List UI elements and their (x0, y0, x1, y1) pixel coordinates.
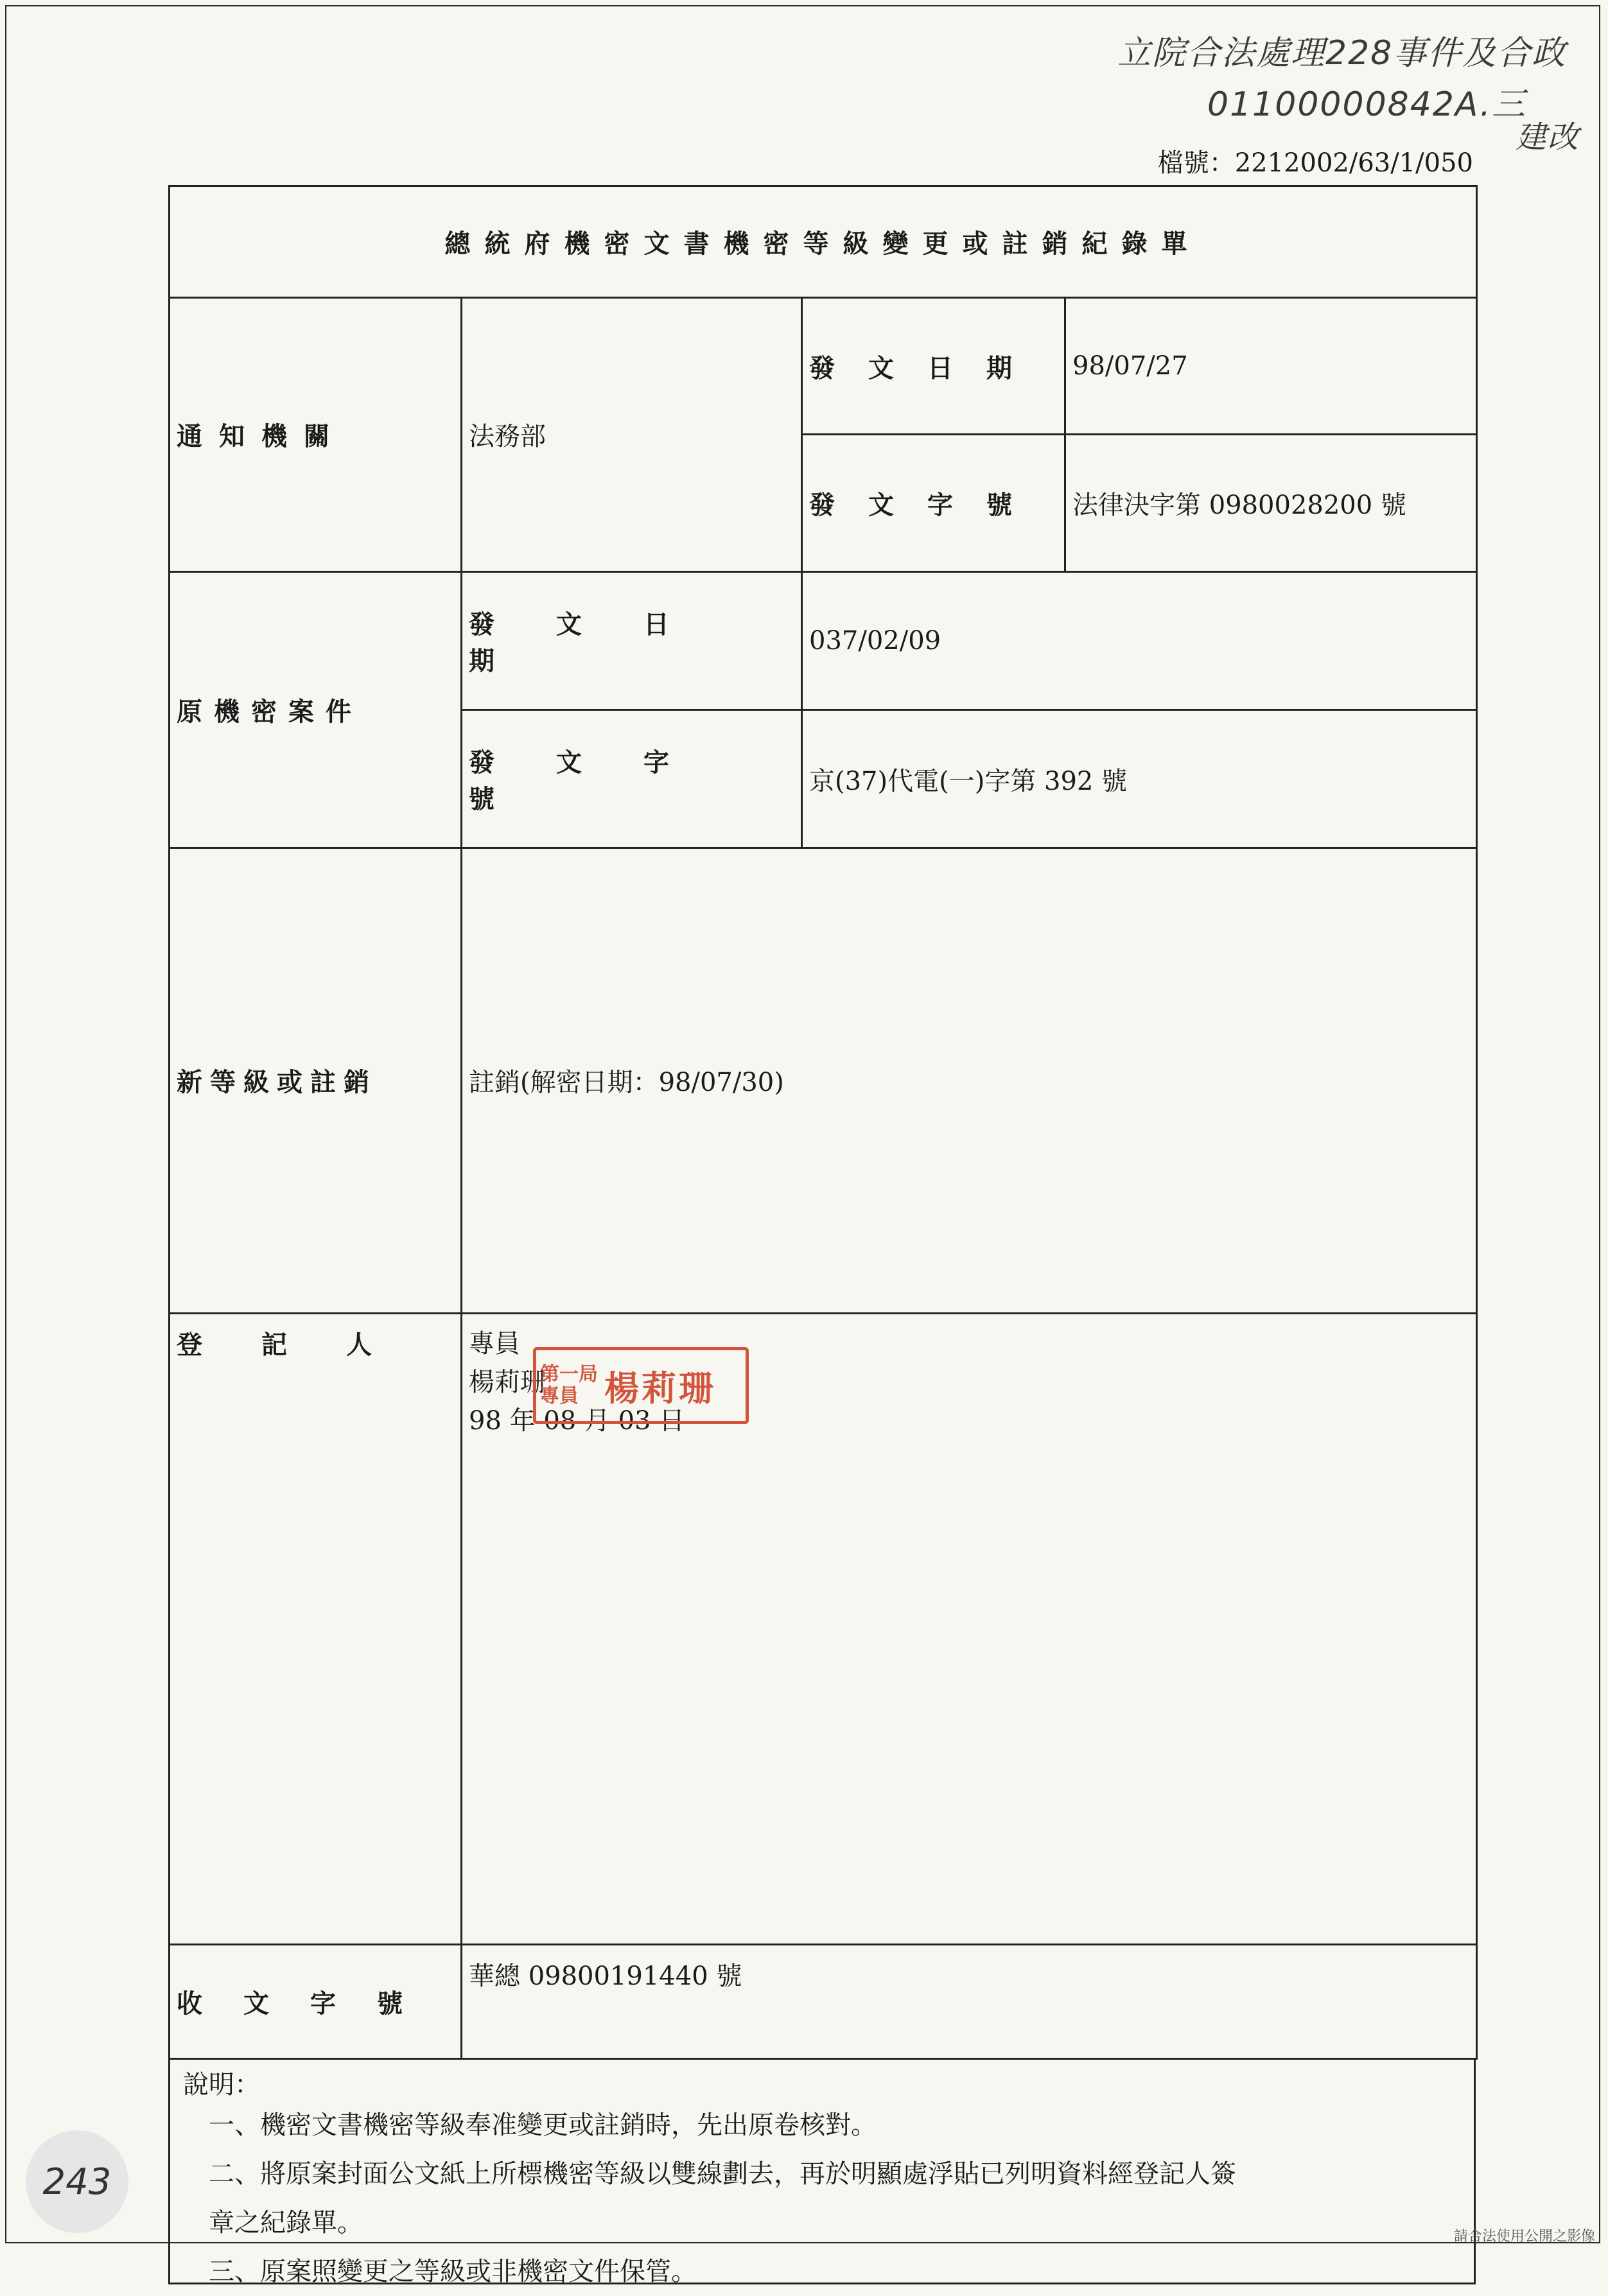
original-case-label: 原機密案件 (170, 572, 462, 848)
notifying-agency-label: 通知機關 (170, 297, 462, 571)
notify-date-value: 98/07/27 (1065, 297, 1477, 435)
orig-docno-value: 京(37)代電(一)字第 392 號 (802, 710, 1477, 848)
orig-date-value: 037/02/09 (802, 572, 1477, 710)
handwritten-note-line1: 立院合法處理228事件及合政 (1117, 34, 1567, 73)
registrar-seal-stamp (533, 1347, 749, 1424)
file-number: 檔號：2212002/63/1/050 (1157, 148, 1473, 178)
notify-docno-label: 發文字號 (802, 435, 1065, 572)
orig-date-label: 發文日期 (462, 572, 802, 710)
registrar-name: 楊莉珊 (469, 1367, 546, 1397)
footer-notice: 請合法使用公開之影像 (1453, 2229, 1595, 2245)
notifying-agency-value: 法務部 (462, 297, 802, 571)
notify-date-label: 發文日期 (802, 297, 1065, 435)
record-form-table (168, 185, 1478, 2060)
note-item-3: 三、原案照變更之等級或非機密文件保管。 (209, 2257, 697, 2286)
form-title: 總統府機密文書機密等級變更或註銷紀錄單 (170, 186, 1477, 298)
notes-section (168, 2060, 1476, 2284)
registrar-title: 專員 (469, 1328, 520, 1359)
page-number-stamp: 243 (26, 2130, 128, 2233)
handwritten-note-line3: 建改 (1516, 119, 1580, 155)
stamp-title: 專員 (540, 1385, 579, 1407)
handwritten-note-line2: 01100000842A.三 (1207, 85, 1526, 124)
received-no-label: 收文字號 (170, 1944, 462, 2058)
note-item-2-cont: 章之紀錄單。 (209, 2208, 363, 2238)
registrar-date: 98 年 08 月 03 日 (469, 1405, 685, 1436)
new-level-value: 註銷(解密日期：98/07/30) (462, 848, 1477, 1313)
orig-docno-label: 發文字號 (462, 710, 802, 848)
stamp-name: 楊莉珊 (604, 1367, 716, 1409)
note-item-2: 二、將原案封面公文紙上所標機密等級以雙線劃去，再於明顯處浮貼已列明資料經登記人簽 (209, 2159, 1236, 2189)
received-no-value: 華總 09800191440 號 (462, 1944, 1477, 2058)
note-item-1: 一、機密文書機密等級奉准變更或註銷時，先出原卷核對。 (209, 2110, 877, 2140)
stamp-bureau: 第一局 (540, 1363, 598, 1386)
registrar-label: 登記人 (170, 1313, 462, 1944)
new-level-label: 新等級或註銷 (170, 848, 462, 1313)
notify-docno-value: 法律決字第 0980028200 號 (1065, 435, 1477, 572)
notes-header: 說明： (183, 2070, 260, 2100)
